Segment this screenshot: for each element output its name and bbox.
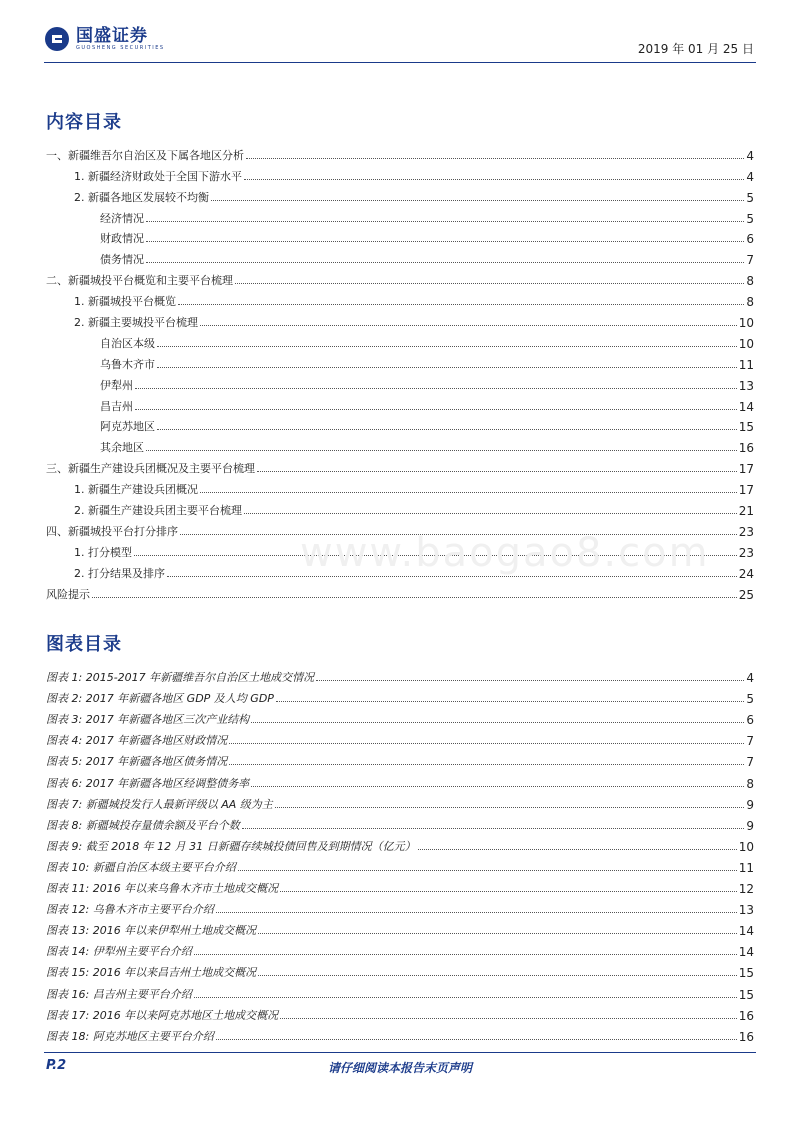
dot-leader <box>216 1038 737 1040</box>
entry-label: 财政情况 <box>100 232 144 246</box>
entry-label: 1. 新疆城投平台概览 <box>74 295 176 309</box>
entry-label: 1. 打分模型 <box>74 545 132 559</box>
figure-entry[interactable] <box>46 664 754 685</box>
entry-page-number: 14 <box>738 924 754 939</box>
toc-entry[interactable] <box>46 434 754 455</box>
entry-page-number: 14 <box>738 399 754 414</box>
toc-entry[interactable] <box>46 372 754 393</box>
entry-page-number: 5 <box>746 211 754 226</box>
entry-page-number: 12 <box>738 882 754 897</box>
entry-page-number: 5 <box>746 190 754 205</box>
entry-label: 自治区本级 <box>100 336 155 350</box>
entry-label: 债务情况 <box>100 253 144 267</box>
entry-label: 图表 8: 新疆城投存量债余额及平台个数 <box>46 818 240 832</box>
dot-leader <box>146 449 737 451</box>
entry-page-number: 24 <box>738 566 754 581</box>
entry-label: 图表 1: 2015-2017 年新疆维吾尔自治区土地成交情况 <box>46 671 315 685</box>
figure-entry[interactable] <box>46 938 754 959</box>
entry-label: 其余地区 <box>100 441 144 455</box>
footer-divider <box>44 1052 756 1053</box>
toc-entry[interactable] <box>46 330 754 351</box>
dot-leader <box>418 848 737 850</box>
entry-page-number: 16 <box>738 441 754 456</box>
report-date: 2019 年 01 月 25 日 <box>637 42 754 56</box>
entry-label: 图表 16: 昌吉州主要平台介绍 <box>46 987 192 1001</box>
toc-entry[interactable] <box>46 581 754 602</box>
dot-leader <box>211 199 744 201</box>
figure-entry[interactable] <box>46 748 754 769</box>
dot-leader <box>242 827 745 829</box>
logo-chinese-name: 国盛证券 <box>76 25 148 46</box>
figure-entry[interactable] <box>46 727 754 748</box>
figure-entry[interactable] <box>46 769 754 790</box>
dot-leader <box>280 890 737 892</box>
dot-leader <box>316 679 744 681</box>
entry-label: 2. 新疆生产建设兵团主要平台梳理 <box>74 504 242 518</box>
dot-leader <box>157 366 737 368</box>
dot-leader <box>276 700 744 702</box>
dot-leader <box>229 742 744 744</box>
entry-page-number: 4 <box>746 148 754 163</box>
dot-leader <box>200 324 737 326</box>
entry-page-number: 11 <box>738 860 754 875</box>
dot-leader <box>229 763 744 765</box>
figure-entry[interactable] <box>46 875 754 896</box>
toc-entry[interactable] <box>46 414 754 435</box>
guosheng-logo-icon <box>44 26 70 52</box>
dot-leader <box>146 240 744 242</box>
entry-page-number: 16 <box>738 1029 754 1044</box>
toc-entry[interactable] <box>46 351 754 372</box>
entry-label: 风险提示 <box>46 587 90 601</box>
dot-leader <box>258 932 737 934</box>
entry-page-number: 10 <box>738 336 754 351</box>
entry-label: 图表 15: 2016 年以来昌吉州土地成交概况 <box>46 966 257 980</box>
entry-label: 图表 14: 伊犁州主要平台介绍 <box>46 945 192 959</box>
entry-label: 图表 13: 2016 年以来伊犁州土地成交概况 <box>46 924 257 938</box>
entry-page-number: 8 <box>746 295 754 310</box>
toc-entry[interactable] <box>46 476 754 497</box>
figure-entry[interactable] <box>46 1002 754 1023</box>
toc-entry[interactable] <box>46 163 754 184</box>
dot-leader <box>194 953 737 955</box>
entry-page-number: 10 <box>738 839 754 854</box>
dot-leader <box>157 345 737 347</box>
logo-english-name: GUOSHENG SECURITIES <box>76 44 165 51</box>
entry-page-number: 11 <box>738 357 754 372</box>
dot-leader <box>235 282 744 284</box>
figure-entry[interactable] <box>46 980 754 1001</box>
entry-page-number: 5 <box>746 692 754 707</box>
entry-page-number: 7 <box>746 734 754 749</box>
page-number: P.2 <box>46 1058 67 1073</box>
entry-page-number: 17 <box>738 462 754 477</box>
dot-leader <box>157 428 737 430</box>
entry-label: 图表 12: 乌鲁木齐市主要平台介绍 <box>46 903 214 917</box>
watermark: www.baogao8.com <box>300 530 710 576</box>
toc-entry[interactable] <box>46 309 754 330</box>
figure-entry[interactable] <box>46 812 754 833</box>
entry-label: 图表 17: 2016 年以来阿克苏地区土地成交概况 <box>46 1008 279 1022</box>
entry-page-number: 7 <box>746 755 754 770</box>
entry-label: 一、新疆维吾尔自治区及下属各地区分析 <box>46 148 244 162</box>
entry-label: 经济情况 <box>100 211 144 225</box>
company-logo <box>44 26 165 52</box>
entry-label: 图表 5: 2017 年新疆各地区债务情况 <box>46 755 228 769</box>
figure-entry[interactable] <box>46 791 754 812</box>
entry-label: 阿克苏地区 <box>100 420 155 434</box>
contents-title: 内容目录 <box>46 112 122 133</box>
figure-entry[interactable] <box>46 959 754 980</box>
entry-page-number: 10 <box>738 316 754 331</box>
header-divider <box>44 62 756 63</box>
dot-leader <box>194 996 737 998</box>
toc-entry[interactable] <box>46 205 754 226</box>
entry-label: 图表 6: 2017 年新疆各地区经调整债务率 <box>46 776 250 790</box>
toc-entry[interactable] <box>46 267 754 288</box>
entry-page-number: 13 <box>738 378 754 393</box>
dot-leader <box>257 470 737 472</box>
entry-label: 2. 新疆主要城投平台梳理 <box>74 316 198 330</box>
entry-page-number: 23 <box>738 545 754 560</box>
entry-page-number: 16 <box>738 1008 754 1023</box>
entry-page-number: 23 <box>738 524 754 539</box>
figure-entry[interactable] <box>46 685 754 706</box>
disclaimer-note: 请仔细阅读本报告末页声明 <box>327 1061 472 1075</box>
entry-page-number: 8 <box>746 776 754 791</box>
toc-entry[interactable] <box>46 226 754 247</box>
figure-entry[interactable] <box>46 833 754 854</box>
entry-page-number: 15 <box>738 987 754 1002</box>
dot-leader <box>275 806 745 808</box>
entry-label: 图表 11: 2016 年以来乌鲁木齐市土地成交概况 <box>46 882 279 896</box>
figure-entry[interactable] <box>46 896 754 917</box>
dot-leader <box>258 974 737 976</box>
dot-leader <box>146 261 744 263</box>
page-header <box>0 0 800 70</box>
entry-label: 图表 7: 新疆城投发行人最新评级以 AA 级为主 <box>46 797 273 811</box>
entry-label: 1. 新疆经济财政处于全国下游水平 <box>74 169 242 183</box>
dot-leader <box>135 387 737 389</box>
dot-leader <box>216 911 737 913</box>
entry-page-number: 21 <box>738 504 754 519</box>
dot-leader <box>246 157 744 159</box>
entry-label: 图表 2: 2017 年新疆各地区 GDP 及人均 GDP <box>46 692 274 706</box>
entry-page-number: 13 <box>738 903 754 918</box>
figure-entry[interactable] <box>46 706 754 727</box>
toc-entry[interactable] <box>46 288 754 309</box>
entry-page-number: 8 <box>746 274 754 289</box>
entry-page-number: 15 <box>738 966 754 981</box>
entry-page-number: 9 <box>746 797 754 812</box>
entry-page-number: 15 <box>738 420 754 435</box>
dot-leader <box>244 512 737 514</box>
entry-label: 昌吉州 <box>100 399 133 413</box>
toc-entry[interactable] <box>46 142 754 163</box>
entry-label: 图表 18: 阿克苏地区主要平台介绍 <box>46 1029 214 1043</box>
entry-label: 二、新疆城投平台概览和主要平台梳理 <box>46 274 233 288</box>
entry-label: 2. 新疆各地区发展较不均衡 <box>74 190 209 204</box>
entry-page-number: 7 <box>746 253 754 268</box>
dot-leader <box>280 1017 737 1019</box>
entry-label: 图表 4: 2017 年新疆各地区财政情况 <box>46 734 228 748</box>
entry-label: 伊犁州 <box>100 378 133 392</box>
figure-entry[interactable] <box>46 854 754 875</box>
dot-leader <box>135 408 737 410</box>
toc-entry[interactable] <box>46 455 754 476</box>
dot-leader <box>200 491 737 493</box>
entry-page-number: 14 <box>738 945 754 960</box>
entry-label: 1. 新疆生产建设兵团概况 <box>74 483 198 497</box>
entry-label: 四、新疆城投平台打分排序 <box>46 524 178 538</box>
entry-label: 2. 打分结果及排序 <box>74 566 165 580</box>
entry-page-number: 6 <box>746 232 754 247</box>
dot-leader <box>244 178 744 180</box>
dot-leader <box>178 303 744 305</box>
toc-entry[interactable] <box>46 246 754 267</box>
figure-entry[interactable] <box>46 1023 754 1044</box>
entry-page-number: 17 <box>738 483 754 498</box>
dot-leader <box>92 596 737 598</box>
entry-page-number: 25 <box>738 587 754 602</box>
entry-page-number: 4 <box>746 169 754 184</box>
figures-title: 图表目录 <box>46 634 122 655</box>
dot-leader <box>251 785 744 787</box>
entry-label: 乌鲁木齐市 <box>100 357 155 371</box>
list-of-figures <box>46 664 754 1044</box>
entry-label: 图表 10: 新疆自治区本级主要平台介绍 <box>46 860 236 874</box>
figure-entry[interactable] <box>46 917 754 938</box>
entry-label: 三、新疆生产建设兵团概况及主要平台梳理 <box>46 462 255 476</box>
dot-leader <box>146 220 744 222</box>
dot-leader <box>238 869 737 871</box>
entry-label: 图表 3: 2017 年新疆各地区三次产业结构 <box>46 713 250 727</box>
toc-entry[interactable] <box>46 393 754 414</box>
entry-page-number: 6 <box>746 713 754 728</box>
toc-entry[interactable] <box>46 184 754 205</box>
toc-entry[interactable] <box>46 497 754 518</box>
dot-leader <box>251 721 744 723</box>
entry-label: 图表 9: 截至 2018 年 12 月 31 日新疆存续城投债回售及到期情况（亿元） <box>46 839 416 853</box>
entry-page-number: 4 <box>746 671 754 686</box>
entry-page-number: 9 <box>746 818 754 833</box>
